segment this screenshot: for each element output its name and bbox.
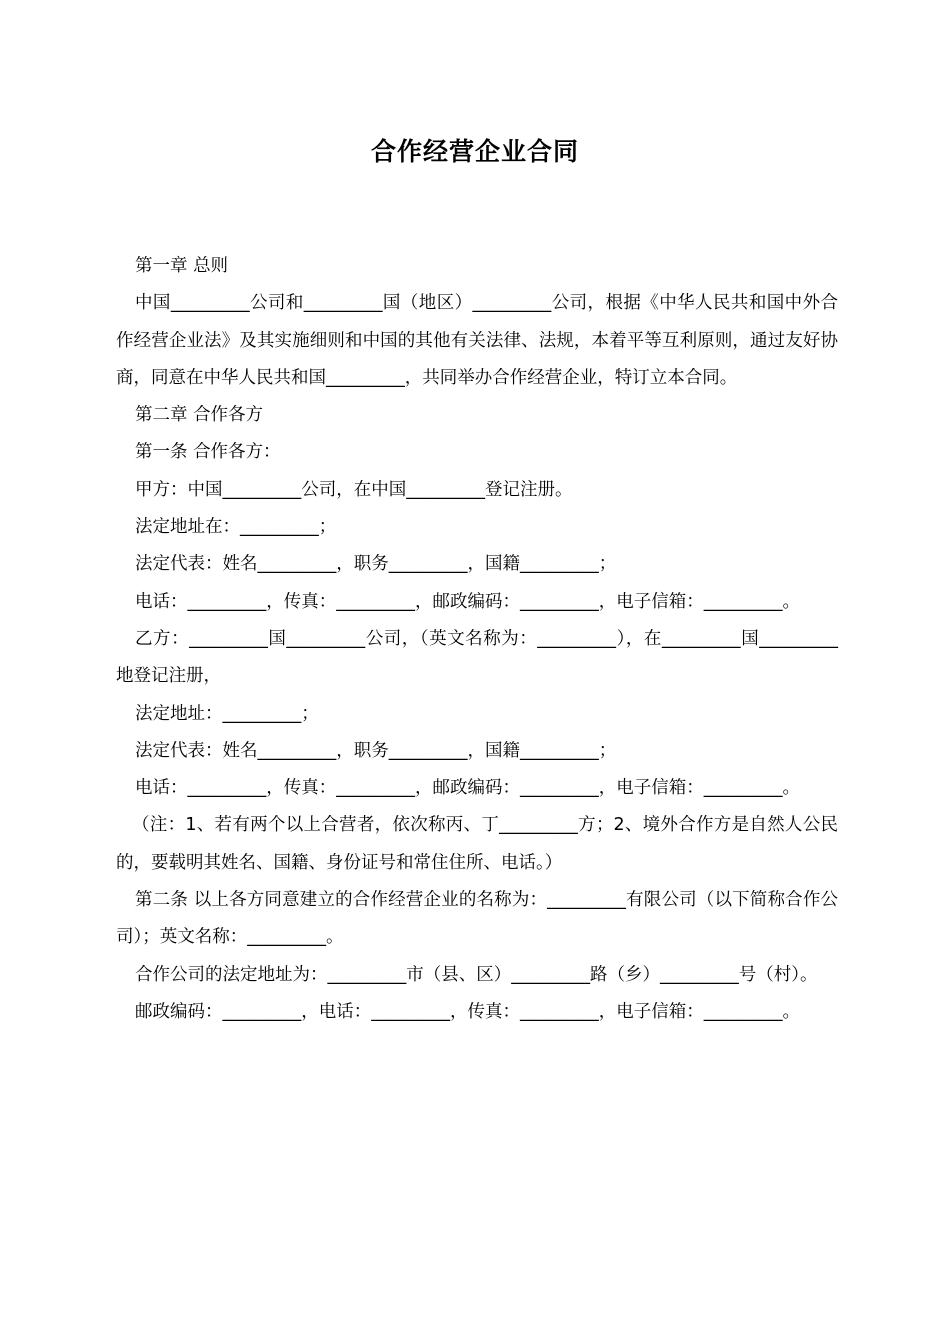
company-legal-address: 合作公司的法定地址为：_________市（县、区）_________路（乡）_________号（村）。	[135, 964, 818, 985]
party-a-address: 法定地址在：_________；	[135, 517, 337, 538]
party-a-line: 甲方：中国_________公司，在中国_________登记注册。	[135, 479, 573, 500]
party-a-representative: 法定代表：姓名_________，职务_________，国籍_________；	[135, 554, 617, 575]
article-two-name: 第二条 以上各方同意建立的合作经营企业的名称为：_________有限公司（以下简称合作公司）；英文名称：_________。	[116, 890, 838, 948]
party-b-contact: 电话：_________，传真：_________，邮政编码：_________，电子信箱：_________。	[135, 778, 800, 799]
article-one-heading: 第一条 合作各方：	[135, 442, 281, 463]
document-body	[116, 248, 838, 1031]
company-contact: 邮政编码：_________，电话：_________，传真：_________，电子信箱：_________。	[135, 1001, 800, 1022]
chapter-heading-parties: 第二章 合作各方	[135, 405, 264, 426]
party-a-contact: 电话：_________，传真：_________，邮政编码：_________，电子信箱：_________。	[135, 591, 800, 612]
general-provisions-paragraph: 中国_________公司和_________国（地区）_________公司，根据《中华人民共和国中外合作经营企业法》及其实施细则和中国的其他有关法律、法规，本着平等互利原则，通过友好协商，同意在中华人民共和国_________，共同举办合作经营企业，特订立本合同。	[116, 293, 838, 388]
parties-note: （注：1、若有两个以上合营者，依次称丙、丁_________方；2、境外合作方是自然人公民的，要载明其姓名、国籍、身份证号和常住住所、电话。）	[116, 815, 838, 873]
chapter-heading-general: 第一章 总则	[135, 256, 229, 276]
document-title: 合作经营企业合同	[370, 137, 579, 166]
party-b-representative: 法定代表：姓名_________，职务_________，国籍_________；	[135, 740, 617, 761]
party-b-line: 乙方：_________国_________公司，（英文名称为：_________），在_________国_________地登记注册，	[116, 628, 838, 687]
party-b-address: 法定地址：_________；	[135, 703, 319, 724]
